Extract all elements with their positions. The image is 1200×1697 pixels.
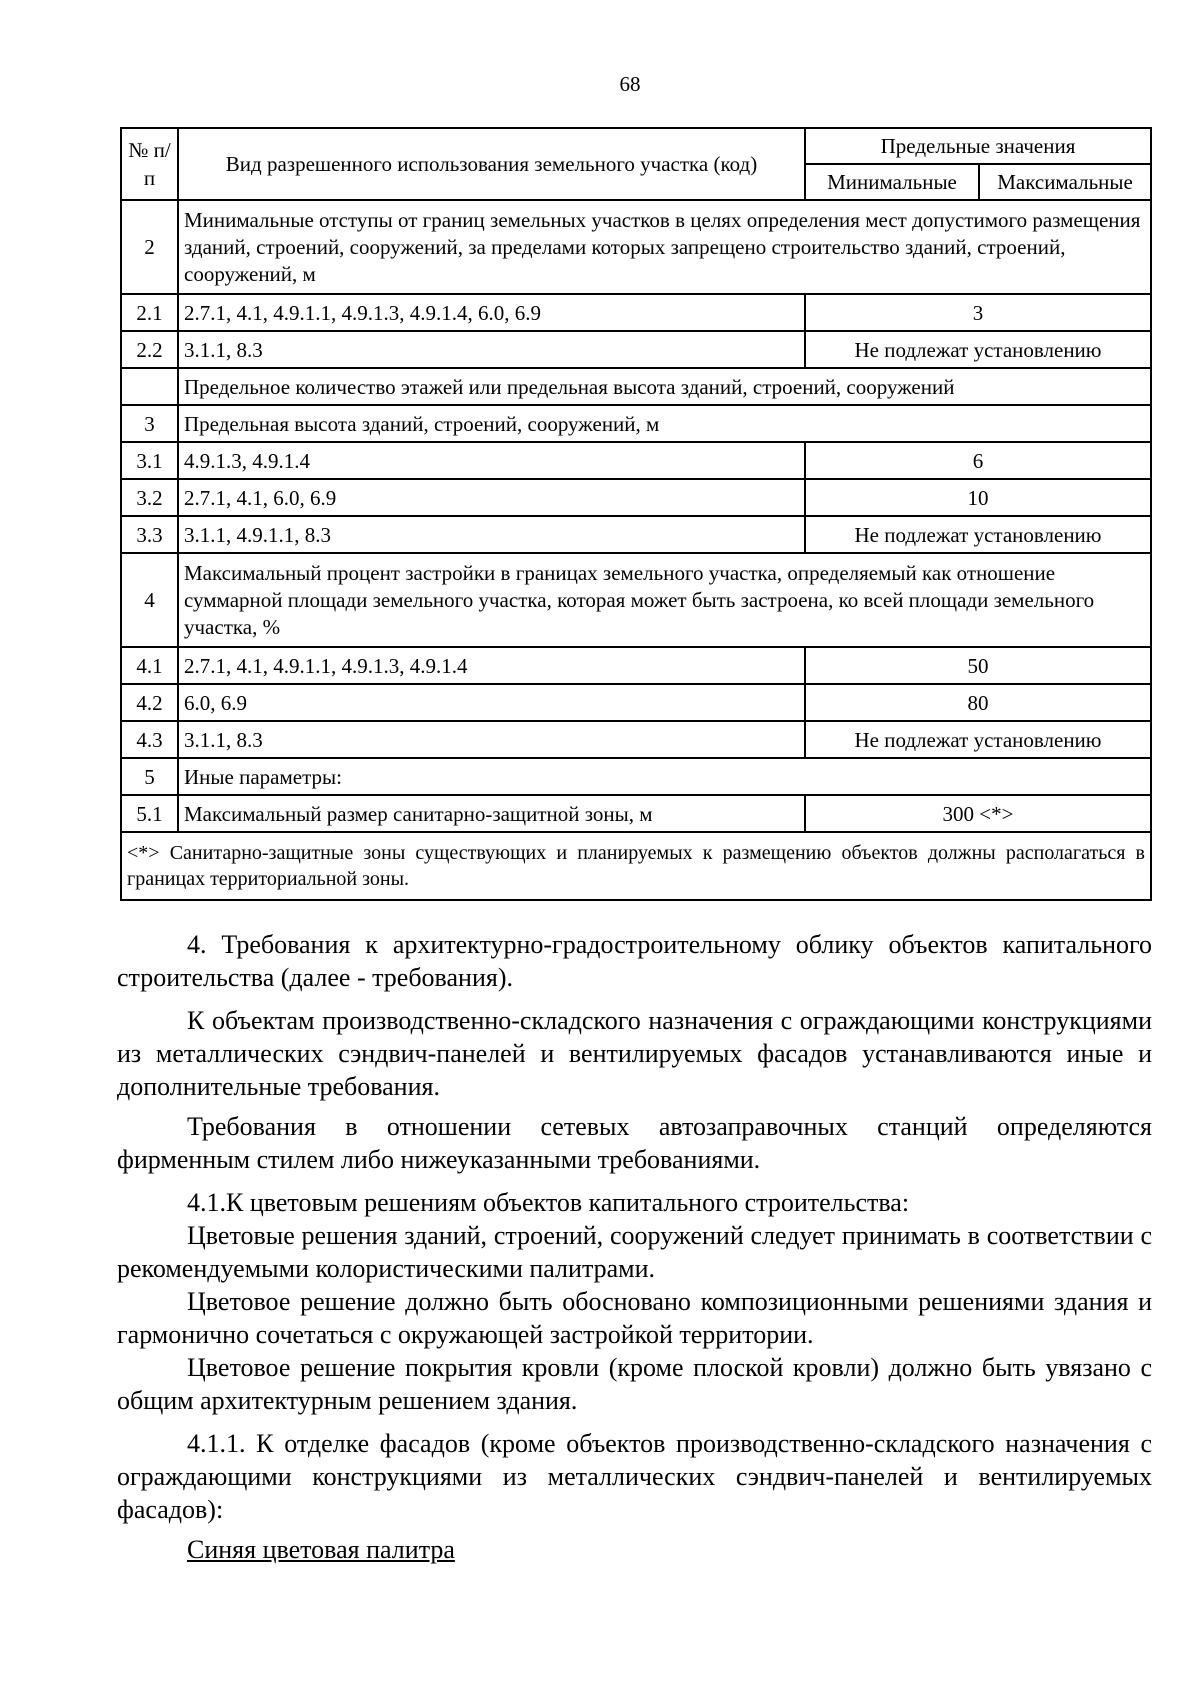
table-header bbox=[121, 128, 1151, 200]
paragraph-color-justified: Цветовое решение должно быть обосновано композиционными решениями здания и гармонично сочетаться с окружающей застройкой территории. bbox=[117, 1287, 1152, 1349]
table-row bbox=[121, 294, 1151, 331]
row-num: 2.2 bbox=[121, 331, 178, 368]
blue-palette-heading: Синяя цветовая палитра bbox=[187, 1535, 455, 1564]
header-limits: Предельные значения bbox=[805, 128, 1151, 164]
paragraph-gas-stations: Требования в отношении сетевых автозаправочных станций определяются фирменным стилем либо нижеуказанными требованиями. bbox=[117, 1112, 1152, 1174]
table-row bbox=[121, 405, 1151, 442]
table-footnote: <*> Санитарно-защитные зоны существующих и планируемых к размещению объектов должны располагаться в границах территориальной зоны. bbox=[121, 832, 1151, 900]
row-code: 2.7.1, 4.1, 4.9.1.1, 4.9.1.3, 4.9.1.4, 6.0, 6.9 bbox=[178, 294, 805, 331]
row-num: 2.1 bbox=[121, 294, 178, 331]
table-row bbox=[121, 368, 1151, 405]
row-num: 4.3 bbox=[121, 721, 178, 758]
row-value: Не подлежат установлению bbox=[805, 331, 1151, 368]
row-num: 2 bbox=[121, 200, 178, 294]
table-row bbox=[121, 331, 1151, 368]
table-row bbox=[121, 758, 1151, 795]
row-num: 3 bbox=[121, 405, 178, 442]
row-num: 3.2 bbox=[121, 479, 178, 516]
header-num: № п/п bbox=[121, 128, 178, 200]
row-num: 5 bbox=[121, 758, 178, 795]
header-max: Максимальные bbox=[979, 164, 1151, 200]
row-value: Не подлежат установлению bbox=[805, 721, 1151, 758]
table-footnote-row bbox=[121, 832, 1151, 900]
row-code: 4.9.1.3, 4.9.1.4 bbox=[178, 442, 805, 479]
row-value: 50 bbox=[805, 647, 1151, 684]
row-section-text: Максимальный процент застройки в границах земельного участка, определяемый как отношение суммарной площади земельного участка, которая может быть застроена, ко всей площади земельного участка, % bbox=[178, 553, 1151, 647]
row-value: 300 <*> bbox=[805, 795, 1151, 832]
body-text bbox=[117, 928, 1152, 1566]
row-value: 10 bbox=[805, 479, 1151, 516]
table-row bbox=[121, 516, 1151, 553]
paragraph-facade-finish: 4.1.1. К отделке фасадов (кроме объектов производственно-складского назначения с ограждающими конструкциями из металлических сэндвич-панелей и вентилируемых фасадов): bbox=[117, 1429, 1152, 1524]
table-row bbox=[121, 684, 1151, 721]
table-row bbox=[121, 553, 1151, 647]
table-row bbox=[121, 200, 1151, 294]
row-num: 3.1 bbox=[121, 442, 178, 479]
row-num: 3.3 bbox=[121, 516, 178, 553]
paragraph-blue-palette bbox=[117, 1533, 1152, 1566]
row-section-text: Предельное количество этажей или предельная высота зданий, строений, сооружений bbox=[178, 368, 1151, 405]
table-row bbox=[121, 795, 1151, 832]
limits-table bbox=[120, 127, 1152, 901]
table-row bbox=[121, 442, 1151, 479]
row-code: 3.1.1, 8.3 bbox=[178, 721, 805, 758]
page-number: 68 bbox=[619, 72, 641, 96]
row-section-text: Иные параметры: bbox=[178, 758, 1151, 795]
paragraph-industrial: К объектам производственно-складского назначения с ограждающими конструкциями из металлических сэндвич-панелей и вентилируемых фасадов устанавливаются иные и дополнительные требования. bbox=[117, 1006, 1152, 1101]
paragraph-color-heading: 4.1.К цветовым решениям объектов капитального строительства: bbox=[187, 1188, 910, 1217]
row-code: 3.1.1, 4.9.1.1, 8.3 bbox=[178, 516, 805, 553]
paragraph-roof-color: Цветовое решение покрытия кровли (кроме плоской кровли) должно быть увязано с общим архитектурным решением здания. bbox=[117, 1353, 1152, 1415]
header-kind: Вид разрешенного использования земельного участка (код) bbox=[178, 128, 805, 200]
paragraph-requirements: 4. Требования к архитектурно-градостроительному облику объектов капитального строительства (далее - требования). bbox=[117, 930, 1152, 992]
table-row bbox=[121, 647, 1151, 684]
row-value: 80 bbox=[805, 684, 1151, 721]
row-value: 3 bbox=[805, 294, 1151, 331]
row-value: Не подлежат установлению bbox=[805, 516, 1151, 553]
row-num: 5.1 bbox=[121, 795, 178, 832]
row-num bbox=[121, 368, 178, 405]
row-code: 3.1.1, 8.3 bbox=[178, 331, 805, 368]
row-code: 6.0, 6.9 bbox=[178, 684, 805, 721]
paragraph-color-palettes: Цветовые решения зданий, строений, сооружений следует принимать в соответствии с рекомендуемыми колористическими палитрами. bbox=[117, 1221, 1152, 1283]
row-code: Максимальный размер санитарно-защитной зоны, м bbox=[178, 795, 805, 832]
row-num: 4 bbox=[121, 553, 178, 647]
row-code: 2.7.1, 4.1, 6.0, 6.9 bbox=[178, 479, 805, 516]
table-row bbox=[121, 721, 1151, 758]
header-min: Минимальные bbox=[805, 164, 979, 200]
table-row bbox=[121, 479, 1151, 516]
row-section-text: Предельная высота зданий, строений, сооружений, м bbox=[178, 405, 1151, 442]
row-value: 6 bbox=[805, 442, 1151, 479]
row-num: 4.1 bbox=[121, 647, 178, 684]
row-num: 4.2 bbox=[121, 684, 178, 721]
row-code: 2.7.1, 4.1, 4.9.1.1, 4.9.1.3, 4.9.1.4 bbox=[178, 647, 805, 684]
row-section-text: Минимальные отступы от границ земельных участков в целях определения мест допустимого размещения зданий, строений, сооружений, за пределами которых запрещено строительство зданий, строений, сооружений, м bbox=[178, 200, 1151, 294]
